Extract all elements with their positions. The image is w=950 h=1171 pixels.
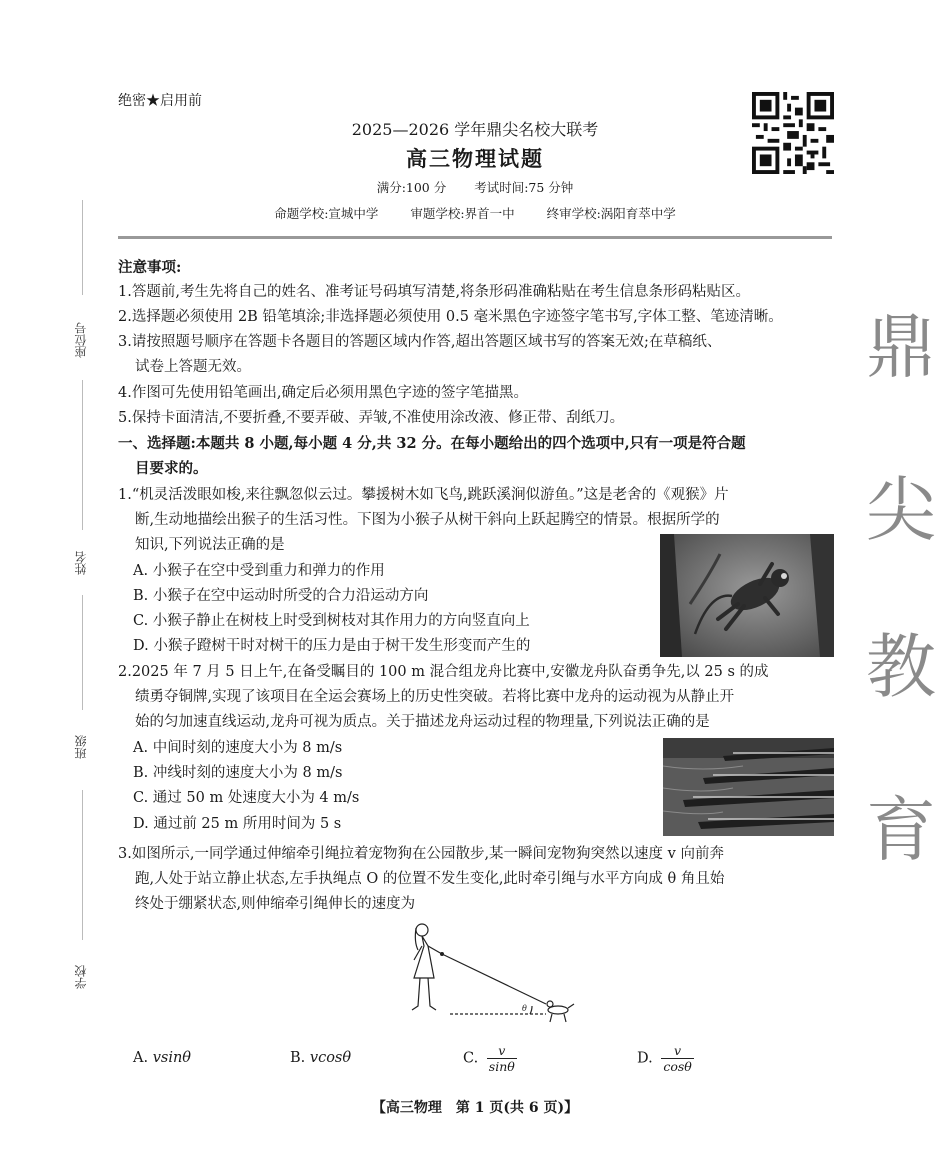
header-divider bbox=[118, 236, 832, 239]
binding-line bbox=[82, 380, 83, 530]
confidential-mark: 绝密★启用前 bbox=[118, 93, 202, 109]
binding-line bbox=[82, 790, 83, 940]
watermark-char: 尖 bbox=[866, 469, 936, 551]
choice-d-fraction bbox=[661, 1043, 693, 1074]
option-b: B. 小猴子在空中运动时所受的合力沿运动方向 bbox=[133, 588, 429, 604]
section-heading: 目要求的。 bbox=[135, 460, 208, 477]
choice-c bbox=[463, 1043, 517, 1074]
choice-b-label: B. bbox=[290, 1050, 306, 1066]
question-text: 始的匀加速直线运动,龙舟可视为质点。关于描述龙舟运动过程的物理量,下列说法正确的是 bbox=[135, 714, 710, 730]
question-text: 终处于绷紧状态,则伸缩牵引绳伸长的速度为 bbox=[135, 896, 416, 912]
watermark-char: 育 bbox=[866, 789, 936, 871]
option-d: D. 小猴子蹬树干时对树干的压力是由于树干发生形变而产生的 bbox=[133, 638, 531, 654]
exam-time: 考试时间:75 分钟 bbox=[474, 180, 574, 195]
question-text: 跑,人处于站立静止状态,左手执绳点 O 的位置不发生变化,此时牵引绳与水平方向成 θ 角且始 bbox=[135, 871, 725, 887]
question-text: 3.如图所示,一同学通过伸缩牵引绳拉着宠物狗在公园散步,某一瞬间宠物狗突然以速度 v 向前奔 bbox=[118, 846, 724, 862]
watermark-char: 教 bbox=[866, 626, 936, 708]
question-text: 2.2025 年 7 月 5 日上午,在备受瞩目的 100 m 混合组龙舟比赛中,安徽龙舟队奋勇争先,以 25 s 的成 bbox=[118, 664, 769, 680]
choice-a-label: A. bbox=[133, 1050, 149, 1066]
full-score: 满分:100 分 bbox=[376, 180, 447, 195]
qr-code-icon bbox=[752, 92, 834, 174]
name-label: 姓名 bbox=[74, 551, 88, 575]
subject-title: 高三物理试题 bbox=[406, 146, 544, 171]
notice-item: 2.选择题必须使用 2B 铅笔填涂;非选择题必须使用 0.5 毫米黑色字迹签字笔书写,字体工整、笔迹清晰。 bbox=[118, 309, 783, 325]
exam-title: 2025—2026 学年鼎尖名校大联考 bbox=[351, 120, 599, 139]
theta-label: θ bbox=[522, 1004, 527, 1013]
choice-d-denominator: cosθ bbox=[663, 1059, 692, 1074]
notice-item: 5.保持卡面清洁,不要折叠,不要弄破、弄皱,不准使用涂改液、修正带、刮纸刀。 bbox=[118, 410, 625, 426]
option-b: B. 冲线时刻的速度大小为 8 m/s bbox=[133, 765, 343, 781]
school-line bbox=[0, 204, 950, 222]
page-footer: 【高三物理 第 1 页(共 6 页)】 bbox=[371, 1100, 579, 1116]
option-a: A. 小猴子在空中受到重力和弹力的作用 bbox=[133, 563, 385, 579]
score-time-line bbox=[0, 178, 950, 196]
notice-item: 3.请按照题号顺序在答题卡各题目的答题区域内作答,超出答题区域书写的答案无效;在草稿纸、 bbox=[118, 334, 722, 350]
option-d: D. 通过前 25 m 所用时间为 5 s bbox=[133, 816, 342, 832]
leash-figure bbox=[400, 920, 580, 1032]
option-c: C. 通过 50 m 处速度大小为 4 m/s bbox=[133, 790, 360, 806]
section-heading: 一、选择题:本题共 8 小题,每小题 4 分,共 32 分。在每小题给出的四个选项中,只有一项是符合题 bbox=[118, 435, 746, 452]
question-text: 知识,下列说法正确的是 bbox=[135, 537, 285, 553]
option-c: C. 小猴子静止在树枝上时受到树枝对其作用力的方向竖直向上 bbox=[133, 613, 530, 629]
question-text: 1.“机灵活泼眼如梭,来往飘忽似云过。攀援树木如飞鸟,跳跃溪涧似游鱼。”这是老舍的《观猴》片 bbox=[118, 487, 729, 503]
option-a: A. 中间时刻的速度大小为 8 m/s bbox=[133, 740, 343, 756]
monkey-photo bbox=[660, 534, 834, 657]
choice-c-numerator: v bbox=[487, 1043, 517, 1059]
question-text: 断,生动地描绘出猴子的生活习性。下图为小猴子从树干斜向上跃起腾空的情景。根据所学的 bbox=[135, 512, 720, 528]
proposer-school: 命题学校:宣城中学 bbox=[274, 206, 379, 221]
choice-d bbox=[637, 1043, 694, 1074]
final-reviewer-school: 终审学校:涡阳育萃中学 bbox=[546, 206, 676, 221]
school-label: 学校 bbox=[74, 965, 88, 989]
reviewer-school: 审题学校:界首一中 bbox=[410, 206, 515, 221]
choice-d-label: D. bbox=[637, 1050, 653, 1067]
dragon-boat-photo bbox=[663, 738, 834, 836]
choice-c-label: C. bbox=[463, 1050, 479, 1067]
choice-a bbox=[133, 1050, 191, 1066]
notice-item: 1.答题前,考生先将自己的姓名、准考证号码填写清楚,将条形码准确粘贴在考生信息条形码粘贴区。 bbox=[118, 284, 751, 300]
class-label: 班级 bbox=[74, 735, 88, 759]
question-text: 绩勇夺铜牌,实现了该项目在全运会赛场上的历史性突破。若将比赛中龙舟的运动视为从静止开 bbox=[135, 689, 735, 705]
choice-d-numerator: v bbox=[661, 1043, 693, 1059]
choice-a-expr: vsinθ bbox=[152, 1050, 192, 1066]
notice-item: 4.作图可先使用铅笔画出,确定后必须用黑色字迹的签字笔描黑。 bbox=[118, 385, 528, 401]
watermark-char: 鼎 bbox=[866, 306, 936, 388]
choice-c-fraction bbox=[487, 1043, 517, 1074]
notice-item: 试卷上答题无效。 bbox=[135, 359, 251, 375]
choice-b-expr: vcosθ bbox=[309, 1050, 352, 1066]
seat-label: 座位号 bbox=[74, 322, 88, 358]
choice-b bbox=[290, 1050, 351, 1066]
notice-title: 注意事项: bbox=[118, 259, 182, 276]
binding-line bbox=[82, 595, 83, 710]
binding-line bbox=[82, 200, 83, 295]
choice-c-denominator: sinθ bbox=[488, 1059, 515, 1074]
